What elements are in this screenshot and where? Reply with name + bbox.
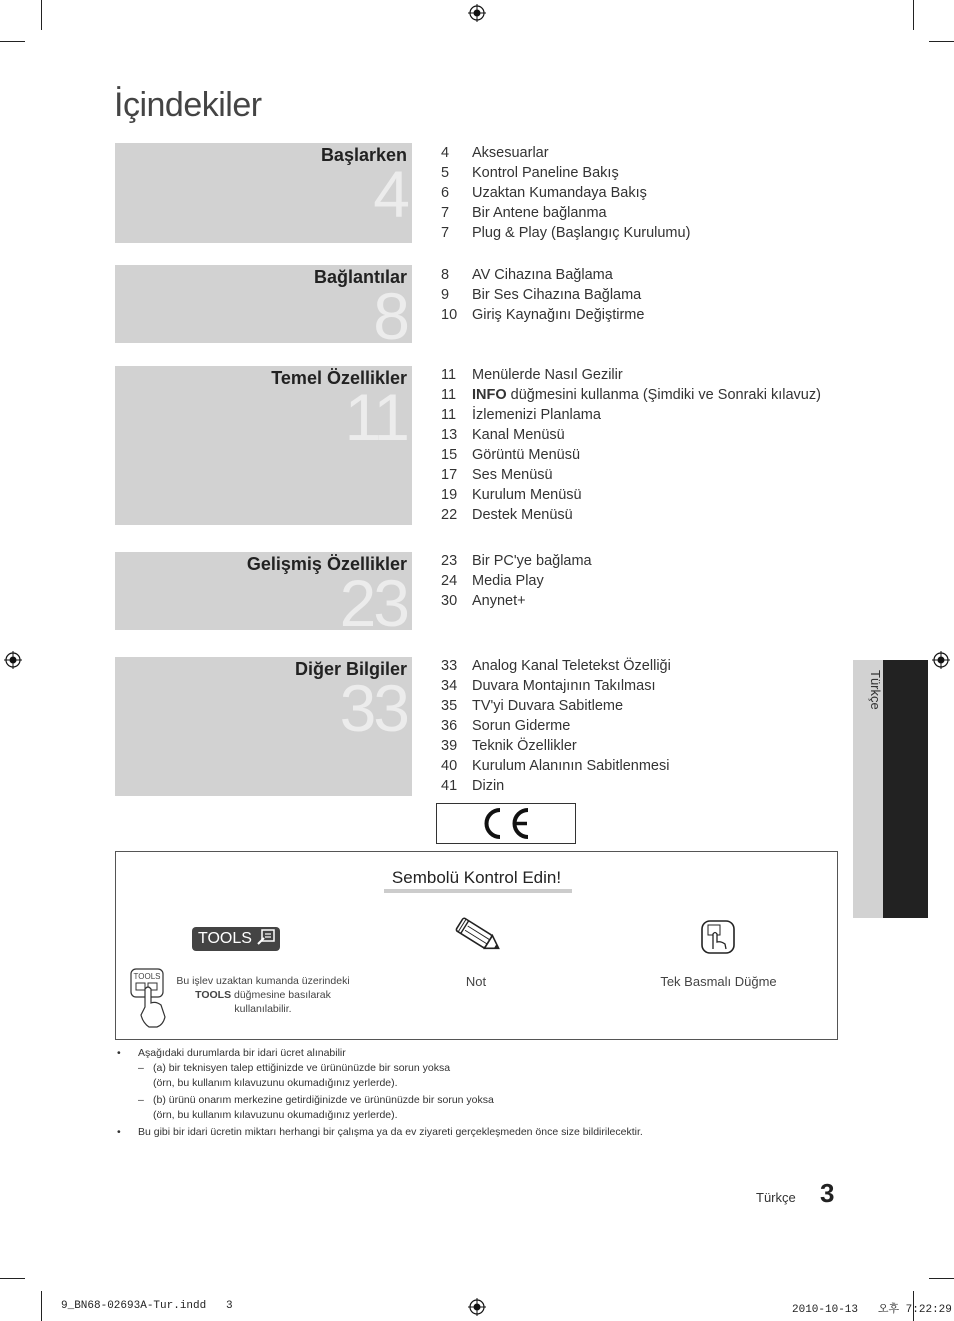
registration-mark-icon — [468, 4, 486, 22]
toc-label: Anynet+ — [472, 593, 526, 609]
toc-label: Destek Menüsü — [472, 507, 573, 523]
title-underline — [384, 889, 572, 893]
toc-page: 24 — [441, 573, 458, 589]
crop-mark — [0, 41, 25, 42]
tools-desc-rest: düğmesine basılarak — [231, 989, 331, 1001]
info-button-name: INFO — [472, 387, 507, 403]
crop-mark — [929, 1278, 954, 1279]
toc-label: Kanal Menüsü — [472, 427, 565, 443]
toc-item[interactable] — [441, 425, 821, 445]
toc-label-rest: düğmesini kullanma (Şimdiki ve Sonraki kılavuz) — [506, 387, 821, 403]
print-slug-date: 2010-10-13 오후 7:22:29 — [792, 1304, 952, 1316]
toc-page: 6 — [441, 185, 450, 201]
section-title: Başlarken — [320, 145, 407, 165]
note-label: Not — [465, 974, 487, 989]
toc-item[interactable] — [441, 656, 671, 676]
note-sub-item-cont — [117, 1108, 817, 1123]
toc-label: Media Play — [472, 573, 544, 589]
toc-label: Bir Ses Cihazına Bağlama — [472, 287, 642, 303]
footer-language: Türkçe — [756, 1190, 796, 1205]
toc-item[interactable] — [441, 485, 821, 505]
toc-page: 19 — [441, 487, 458, 503]
registration-mark-icon — [4, 651, 22, 669]
note-text: Bu gibi bir idari ücretin miktarı herhangi bir çalışma ya da ev ziyareti gerçekleşmeden önce size bildirilecektir. — [138, 1126, 643, 1138]
toc-label: Uzaktan Kumandaya Bakış — [472, 185, 647, 201]
note-bullet — [117, 1046, 817, 1061]
note-sub-item — [117, 1093, 817, 1108]
crop-mark — [41, 1291, 42, 1321]
toc-item[interactable] — [441, 305, 644, 325]
toc-label: Görüntü Menüsü — [472, 447, 581, 463]
toc-page: 30 — [441, 593, 458, 609]
tools-desc-bold: TOOLS — [195, 989, 232, 1001]
tools-icon — [256, 928, 276, 946]
toc-page: 39 — [441, 738, 458, 754]
section-number: 23 — [339, 566, 407, 630]
toc-page: 7 — [441, 205, 450, 221]
toc-label: Teknik Özellikler — [472, 738, 577, 754]
toc-page: 35 — [441, 698, 458, 714]
note-text: (örn, bu kullanım kılavuzunu okumadığınız yerlerde). — [153, 1077, 398, 1089]
one-touch-button-icon — [700, 919, 736, 955]
registration-mark-icon — [468, 1298, 486, 1316]
symbol-legend-box — [115, 851, 838, 1040]
toc-item[interactable] — [441, 285, 644, 305]
symbol-legend-title: Sembolü Kontrol Edin! — [391, 868, 562, 887]
section-block-baglantilar — [115, 265, 412, 343]
toc-item[interactable] — [441, 571, 592, 591]
remote-tools-label: TOOLS — [133, 972, 161, 981]
dash-mark: – — [138, 1094, 144, 1106]
toc-item[interactable] — [441, 183, 690, 203]
side-tab-dark — [883, 660, 928, 918]
toc-item[interactable] — [441, 223, 690, 243]
page-number: 3 — [820, 1178, 835, 1208]
tools-description — [168, 974, 358, 1016]
toc-page: 22 — [441, 507, 458, 523]
toc-page: 13 — [441, 427, 458, 443]
page-title: İçindekiler — [114, 86, 262, 124]
note-sub-item — [117, 1061, 817, 1076]
toc-item[interactable] — [441, 365, 821, 385]
tools-desc-line2 — [168, 988, 358, 1002]
side-tab-label: Türkçe — [868, 670, 883, 710]
section-title: Bağlantılar — [313, 267, 407, 287]
note-sub-item-cont — [117, 1076, 817, 1091]
toc-label — [472, 387, 821, 403]
toc-label: TV'yi Duvara Sabitleme — [472, 698, 624, 714]
toc-item[interactable] — [441, 736, 671, 756]
toc-item[interactable] — [441, 203, 690, 223]
section-title: Diğer Bilgiler — [294, 659, 407, 679]
tools-desc-line3: kullanılabilir. — [234, 1003, 292, 1015]
tools-badge — [192, 927, 280, 951]
pencil-note-icon — [450, 916, 506, 956]
registration-mark-icon — [932, 651, 950, 669]
language-side-tab — [853, 660, 928, 918]
note-text: Aşağıdaki durumlarda bir idari ücret alınabilir — [138, 1047, 346, 1059]
toc-item[interactable] — [441, 405, 821, 425]
toc-label: Bir Antene bağlanma — [472, 205, 607, 221]
toc-label: İzlemenizi Planlama — [472, 407, 601, 423]
fee-notes — [117, 1046, 817, 1140]
toc-item[interactable] — [441, 756, 671, 776]
toc-page: 40 — [441, 758, 458, 774]
toc-page: 5 — [441, 165, 450, 181]
toc-label: Kurulum Alanının Sabitlenmesi — [472, 758, 670, 774]
toc-list-gelismis-ozellikler — [441, 551, 592, 611]
toc-page: 11 — [441, 407, 457, 423]
toc-item[interactable] — [441, 716, 671, 736]
ce-mark-box — [436, 803, 576, 844]
section-number: 4 — [373, 157, 407, 231]
section-number: 11 — [344, 380, 407, 454]
toc-item[interactable] — [441, 591, 592, 611]
toc-page: 9 — [441, 287, 450, 303]
toc-page: 36 — [441, 718, 458, 734]
toc-item[interactable] — [441, 676, 671, 696]
toc-item[interactable] — [441, 445, 821, 465]
bullet-mark: • — [117, 1126, 121, 1138]
note-text: (b) ürünü onarım merkezine getirdiğinizde ve ürününüzde bir sorun yoksa — [153, 1094, 494, 1106]
toc-item[interactable] — [441, 163, 690, 183]
toc-page: 11 — [441, 387, 457, 403]
toc-label: AV Cihazına Bağlama — [472, 267, 613, 283]
toc-label: Ses Menüsü — [472, 467, 553, 483]
toc-page: 7 — [441, 225, 450, 241]
toc-label: Bir PC'ye bağlama — [472, 553, 592, 569]
dash-mark: – — [138, 1062, 144, 1074]
toc-label: Plug & Play (Başlangıç Kurulumu) — [472, 225, 691, 241]
section-title: Gelişmiş Özellikler — [246, 554, 407, 574]
toc-page: 8 — [441, 267, 450, 283]
toc-page: 17 — [441, 467, 458, 483]
toc-item[interactable] — [441, 265, 644, 285]
section-number: 8 — [373, 279, 407, 343]
toc-label: Menülerde Nasıl Gezilir — [472, 367, 623, 383]
section-block-baslarken — [115, 143, 412, 243]
ce-mark-icon — [436, 803, 576, 844]
bullet-mark: • — [117, 1047, 121, 1059]
toc-list-diger-bilgiler — [441, 656, 671, 796]
toc-page: 41 — [441, 778, 458, 794]
crop-mark — [913, 0, 914, 30]
section-block-temel-ozellikler — [115, 366, 412, 525]
crop-mark — [929, 41, 954, 42]
toc-list-baslarken — [441, 143, 690, 243]
toc-label: Aksesuarlar — [472, 145, 549, 161]
toc-label: Kurulum Menüsü — [472, 487, 582, 503]
toc-item[interactable] — [441, 776, 671, 796]
toc-label: Sorun Giderme — [472, 718, 571, 734]
one-touch-button-label: Tek Basmalı Düğme — [660, 974, 777, 989]
toc-item[interactable] — [441, 385, 821, 405]
toc-item[interactable] — [441, 696, 671, 716]
toc-item[interactable] — [441, 551, 592, 571]
section-number: 33 — [339, 671, 407, 745]
toc-list-temel-ozellikler — [441, 365, 821, 525]
toc-item[interactable] — [441, 465, 821, 485]
note-text: (a) bir teknisyen talep ettiğinizde ve ürününüzde bir sorun yoksa — [153, 1062, 451, 1074]
tools-badge-label: TOOLS — [198, 930, 252, 947]
toc-page: 34 — [441, 678, 458, 694]
toc-list-baglantilar — [441, 265, 644, 325]
toc-page: 23 — [441, 553, 458, 569]
toc-label: Dizin — [472, 778, 505, 794]
toc-label: Analog Kanal Teletekst Özelliği — [472, 658, 671, 674]
note-bullet — [117, 1125, 817, 1140]
toc-item[interactable] — [441, 505, 821, 525]
toc-label: Duvara Montajının Takılması — [472, 678, 656, 694]
note-text: (örn, bu kullanım kılavuzunu okumadığınız yerlerde). — [153, 1109, 398, 1121]
toc-label: Giriş Kaynağını Değiştirme — [472, 307, 645, 323]
toc-label: Kontrol Paneline Bakış — [472, 165, 619, 181]
toc-page: 10 — [441, 307, 458, 323]
crop-mark — [0, 1278, 25, 1279]
toc-page: 11 — [441, 367, 457, 383]
print-slug-file: 9_BN68-02693A-Tur.indd 3 — [61, 1300, 233, 1312]
tools-desc-line1: Bu işlev uzaktan kumanda üzerindeki — [176, 975, 350, 987]
toc-item[interactable] — [441, 143, 690, 163]
section-block-diger-bilgiler — [115, 657, 412, 796]
section-block-gelismis-ozellikler — [115, 552, 412, 630]
crop-mark — [41, 0, 42, 30]
toc-page: 15 — [441, 447, 458, 463]
toc-page: 33 — [441, 658, 458, 674]
section-title: Temel Özellikler — [271, 368, 407, 388]
toc-page: 4 — [441, 145, 450, 161]
